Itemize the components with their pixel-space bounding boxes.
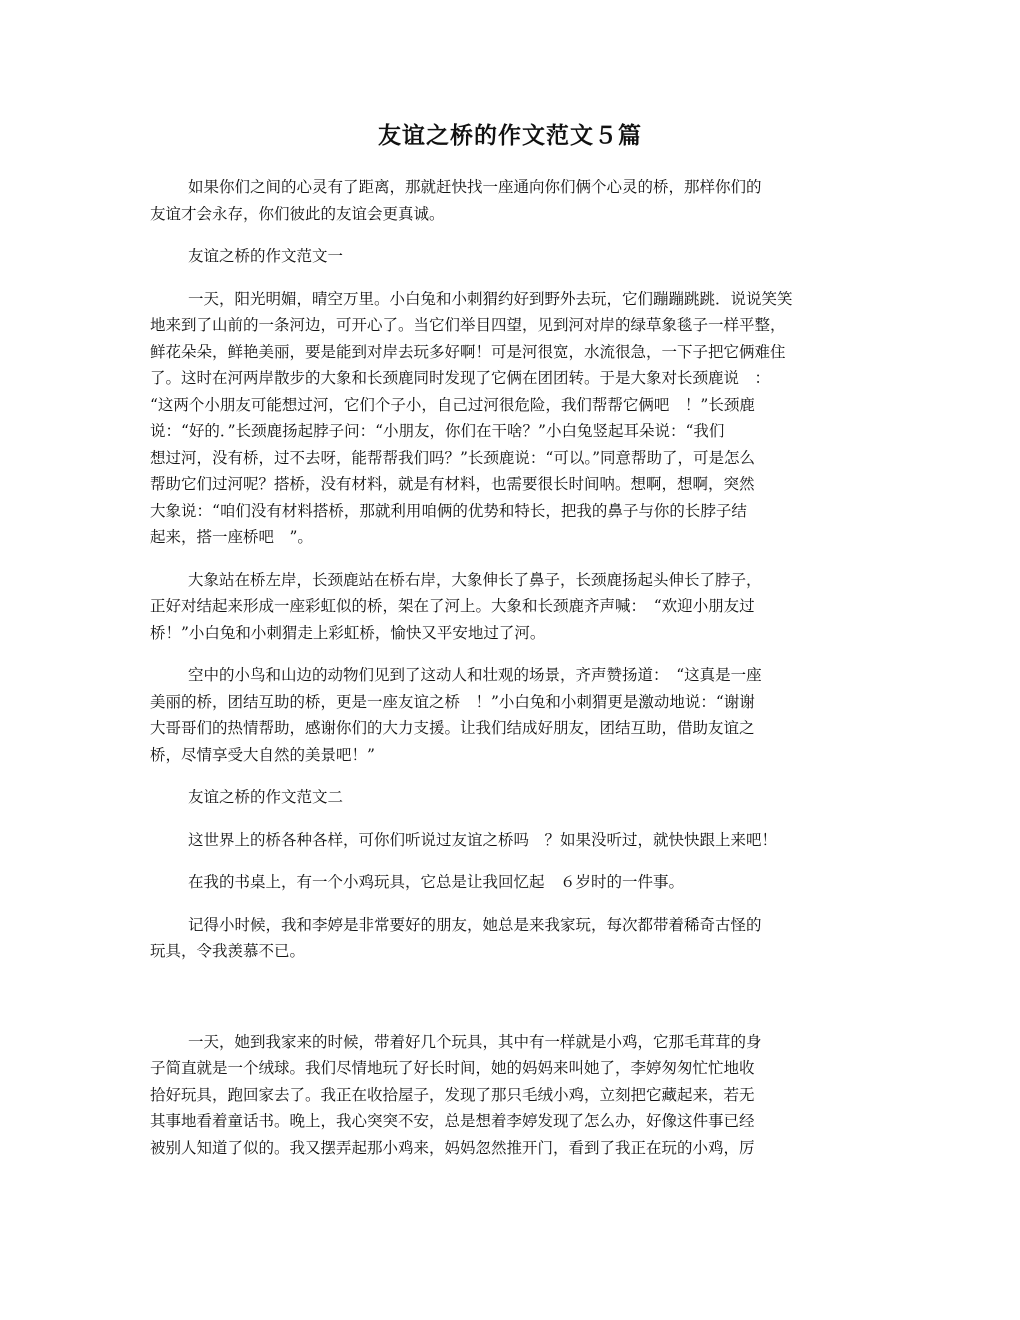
page-title: 友谊之桥的作文范文５篇 — [378, 122, 642, 149]
text-line: 拾好玩具，跑回家去了。我正在收拾屋子，发现了那只毛绒小鸡，立刻把它藏起来，若无 — [150, 1085, 755, 1104]
text-line: 子简直就是一个绒球。我们尽情地玩了好长时间，她的妈妈来叫她了，李婷匆匆忙忙地收 — [150, 1059, 755, 1077]
text-line: 起来，搭一座桥吧 ”。 — [150, 528, 313, 546]
paragraph — [150, 912, 870, 965]
text-line: 了。这时在河两岸散步的大象和长颈鹿同时发现了它俩在团团转。于是大象对长颈鹿说 ： — [150, 369, 771, 387]
text-line: 说：“好的．”长颈鹿扬起脖子问：“小朋友，你们在干啥？”小白兔竖起耳朵说：“我们 — [150, 422, 725, 440]
text-line: 记得小时候，我和李婷是非常要好的朋友，她总是来我家玩，每次都带着稀奇古怪的 — [188, 915, 762, 934]
text-line: 大哥哥们的热情帮助，感谢你们的大力支援。让我们结成好朋友，团结互助，借助友谊之 — [150, 719, 755, 737]
page-break-gap — [150, 981, 870, 1029]
text-line: 大象说：“咱们没有材料搭桥，那就利用咱俩的优势和特长，把我的鼻子与你的长脖子结 — [150, 501, 747, 520]
text-line: 被别人知道了似的。我又摆弄起那小鸡来，妈妈忽然推开门，看到了我正在玩的小鸡，厉 — [150, 1138, 755, 1157]
paragraph — [150, 827, 870, 854]
text-line: 帮助它们过河呢？搭桥，没有材料，就是有材料，也需要很长时间呐。想啊，想啊，突然 — [150, 475, 755, 493]
text-line: 友谊之桥的作文范文一 — [188, 247, 344, 265]
paragraph — [150, 286, 870, 551]
article-body — [150, 174, 870, 1177]
paragraph — [150, 174, 870, 227]
text-line: 玩具，令我羡慕不已。 — [150, 942, 306, 960]
text-line: 空中的小鸟和山边的动物们见到了这动人和壮观的场景，齐声赞扬道： “这真是一座 — [188, 666, 762, 684]
text-line: 在我的书桌上，有一个小鸡玩具，它总是让我回忆起 ６岁时的一件事。 — [188, 873, 685, 891]
text-line: 桥！”小白兔和小刺猬走上彩虹桥，愉快又平安地过了河。 — [150, 623, 546, 642]
text-line: 地来到了山前的一条河边，可开心了。当它们举目四望，见到河对岸的绿草象毯子一样平整， — [150, 316, 786, 334]
text-line: 大象站在桥左岸，长颈鹿站在桥右岸，大象伸长了鼻子，长颈鹿扬起头伸长了脖子， — [188, 570, 762, 589]
section-heading — [150, 243, 870, 270]
text-line: 鲜花朵朵，鲜艳美丽，要是能到对岸去玩多好啊！可是河很宽，水流很急，一下子把它俩难住 — [150, 342, 786, 361]
text-line: 一天，她到我家来的时候，带着好几个玩具，其中有一样就是小鸡，它那毛茸茸的身 — [188, 1032, 762, 1051]
text-line: 美丽的桥，团结互助的桥，更是一座友谊之桥 ！”小白兔和小刺猬更是激动地说：“谢谢 — [150, 692, 755, 711]
text-line: 正好对结起来形成一座彩虹似的桥，架在了河上。大象和长颈鹿齐声喊： “欢迎小朋友过 — [150, 597, 755, 615]
paragraph — [150, 869, 870, 896]
section-heading — [150, 784, 870, 811]
text-line: “这两个小朋友可能想过河，它们个子小，自己过河很危险，我们帮帮它俩吧 ！”长颈鹿 — [150, 395, 755, 414]
text-line: 桥，尽情享受大自然的美景吧！” — [150, 745, 375, 764]
text-line: 其事地看着童话书。晚上，我心突突不安，总是想着李婷发现了怎么办，好像这件事已经 — [150, 1112, 755, 1130]
paragraph — [150, 662, 870, 768]
text-line: 想过河，没有桥，过不去呀，能帮帮我们吗？”长颈鹿说：“可以。”同意帮助了，可是怎么 — [150, 448, 756, 467]
paragraph — [150, 1029, 870, 1162]
text-line: 一天，阳光明媚，晴空万里。小白兔和小刺猬约好到野外去玩，它们蹦蹦跳跳．说说笑笑 — [188, 289, 793, 308]
text-line: 友谊之桥的作文范文二 — [188, 788, 344, 806]
text-line: 这世界上的桥各种各样，可你们听说过友谊之桥吗 ？如果没听过，就快快跟上来吧！ — [188, 830, 778, 849]
paragraph — [150, 567, 870, 647]
text-line: 友谊才会永存，你们彼此的友谊会更真诚。 — [150, 204, 445, 223]
text-line: 如果你们之间的心灵有了距离，那就赶快找一座通向你们俩个心灵的桥，那样你们的 — [188, 178, 762, 196]
